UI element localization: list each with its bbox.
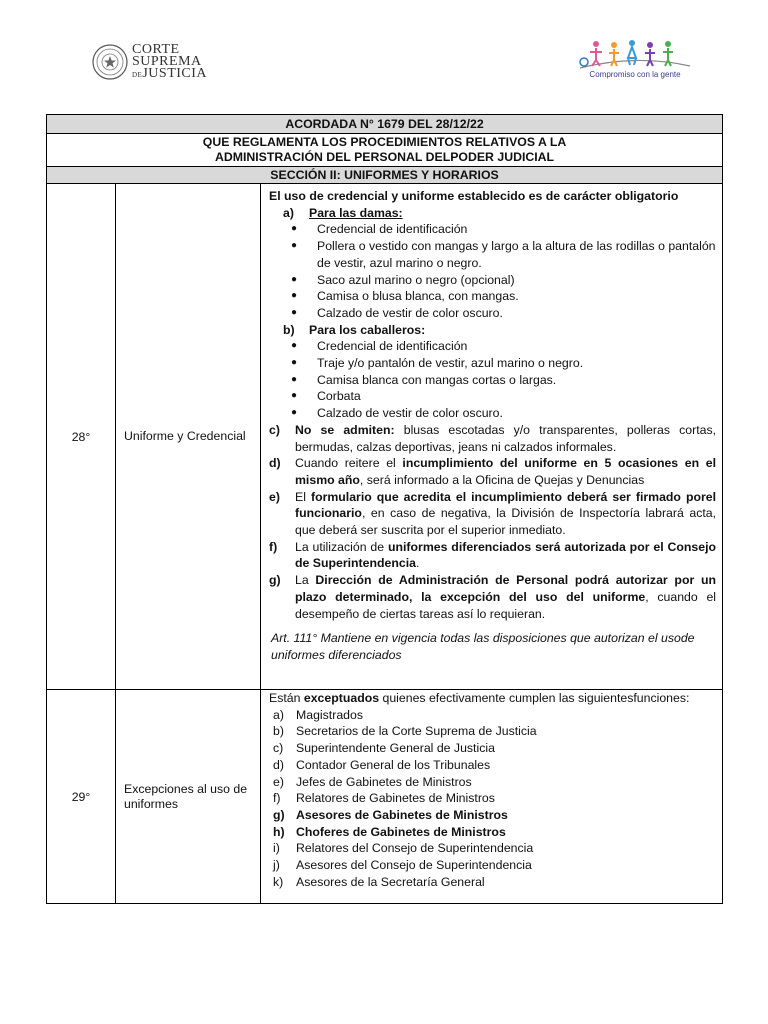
damas-list — [291, 221, 716, 321]
table-row — [47, 184, 723, 690]
rules-list — [269, 422, 716, 622]
content-intro: Están exceptuados quienes efectivamente cumplen las siguientesfunciones: — [269, 691, 690, 705]
list-item: ● Credencial de identificación — [291, 222, 468, 237]
document-subtitle — [47, 134, 723, 167]
table-row — [47, 690, 723, 904]
compromiso-logo — [576, 38, 694, 82]
list-item: j) Asesores del Consejo de Superintendencia — [273, 858, 532, 873]
list-item: f) La utilización de uniformes diferenciados será autorizada por el Consejo de Superintendencia. — [269, 539, 717, 571]
list-item: f) Relatores de Gabinetes de Ministros — [273, 791, 495, 806]
court-line-2: SUPREMA — [132, 53, 202, 69]
seal-icon — [92, 44, 128, 80]
list-item: h) Choferes de Gabinetes de Ministros — [273, 824, 506, 839]
list-item: e) El formulario que acredita el incumplimiento deberá ser firmado porel funcionario, en caso de negativa, la División de Inspectoría labrará acta, que deberá ser suscrita por el superior inmediato. — [269, 489, 717, 538]
article-content — [261, 690, 723, 904]
list-item: ● Pollera o vestido con mangas y largo a la altura de las rodillas o pantalón de vestir, azul marino o negro. — [291, 239, 716, 270]
list-item: c) Superintendente General de Justicia — [273, 741, 495, 756]
content-intro: El uso de credencial y uniforme establecido es de carácter obligatorio — [269, 189, 679, 203]
list-item: ● Calzado de vestir de color oscuro. — [291, 406, 503, 421]
court-de: DE — [132, 70, 143, 79]
subtitle-line-1: QUE REGLAMENTA LOS PROCEDIMIENTOS RELATIVOS A LA — [202, 135, 567, 149]
acordada-table — [46, 114, 723, 904]
list-item: ● Credencial de identificación — [291, 339, 468, 354]
list-item: b) Secretarios de la Corte Suprema de Justicia — [273, 724, 537, 739]
article-number: 29° — [47, 690, 116, 904]
list-item: c) No se admiten: blusas escotadas y/o transparentes, polleras cortas, bermudas, calzas deportivas, jeans ni calzados informales. — [269, 422, 717, 454]
court-line-3: JUSTICIA — [142, 65, 208, 81]
article-topic: Excepciones al uso de uniformes — [116, 690, 261, 904]
people-icon — [576, 38, 694, 72]
article-111-note: Art. 111° Mantiene en vigencia todas las disposiciones que autorizan el usode uniformes diferenciados — [271, 631, 695, 662]
section-title: SECCIÓN II: UNIFORMES Y HORARIOS — [47, 167, 723, 184]
list-item: g) Asesores de Gabinetes de Ministros — [273, 807, 508, 822]
list-item: ● Saco azul marino o negro (opcional) — [291, 272, 515, 287]
list-item: ● Camisa o blusa blanca, con mangas. — [291, 289, 519, 304]
court-line-1: CORTE — [132, 41, 180, 57]
list-item: i) Relatores del Consejo de Superintendencia — [273, 841, 534, 856]
slogan: Compromiso con la gente — [589, 70, 681, 79]
list-item: d) Cuando reitere el incumplimiento del uniforme en 5 ocasiones en el mismo año, será informado a la Oficina de Quejas y Denuncias — [269, 456, 717, 487]
document-title: ACORDADA N° 1679 DEL 28/12/22 — [47, 115, 723, 134]
court-name — [132, 41, 208, 81]
article-number: 28° — [47, 184, 116, 690]
subtitle-line-2: ADMINISTRACIÓN DEL PERSONAL DELPODER JUDICIAL — [214, 150, 555, 164]
article-content — [261, 184, 723, 690]
list-item: ● Calzado de vestir de color oscuro. — [291, 305, 503, 320]
list-item: a) Para las damas: — [283, 205, 403, 220]
article-topic: Uniforme y Credencial — [116, 184, 261, 690]
caballeros-list — [291, 338, 716, 422]
list-item: d) Contador General de los Tribunales — [273, 757, 491, 772]
list-item: ● Corbata — [291, 389, 361, 404]
list-item: ● Traje y/o pantalón de vestir, azul marino o negro. — [291, 356, 584, 371]
list-item: ● Camisa blanca con mangas cortas o largas. — [291, 372, 557, 387]
list-item: a) Magistrados — [273, 707, 363, 722]
corte-suprema-logo — [92, 42, 207, 82]
list-item: b) Para los caballeros: — [283, 322, 426, 337]
list-item: k) Asesores de la Secretaría General — [273, 874, 485, 889]
list-item: e) Jefes de Gabinetes de Ministros — [273, 774, 472, 789]
list-item: g) La Dirección de Administración de Personal podrá autorizar por un plazo determinado, la excepción del uso del uniforme, cuando el desempeño de ciertas tareas así lo requieran. — [269, 573, 717, 621]
exceptions-list — [273, 707, 716, 891]
